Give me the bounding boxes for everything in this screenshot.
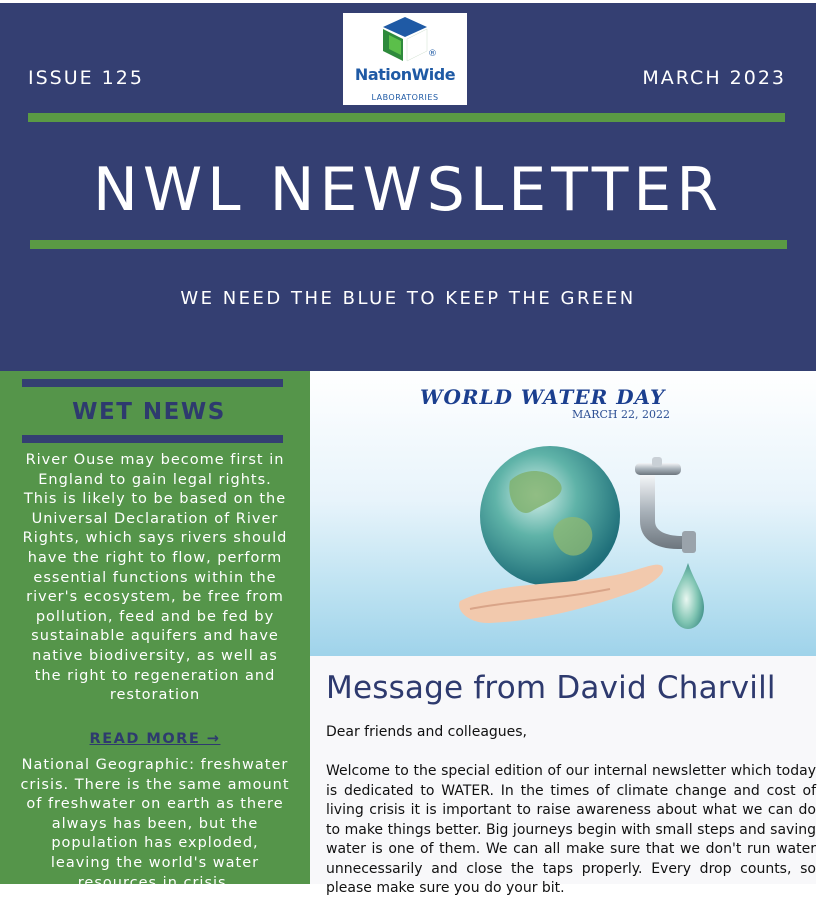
top-green-rule bbox=[28, 113, 785, 122]
world-water-day-banner bbox=[310, 371, 816, 656]
read-more-link[interactable]: READ MORE → bbox=[89, 731, 221, 747]
river-ouse-story: River Ouse may become first in England to gain legal rights. This is likely to be based on the Universal Declaration of River Rights, which says rivers should have the right to flow, perform essential functions within the river's ecosystem, be free from pollution, feed and be fed by sustainable aquifers and have native biodiversity, as well as the right to regeneration and restoration bbox=[22, 452, 288, 704]
logo-registered-mark: ® bbox=[428, 49, 437, 59]
banner-date: MARCH 22, 2022 bbox=[572, 408, 670, 421]
message-heading: Message from David Charvill bbox=[326, 670, 776, 706]
wet-news-sidebar bbox=[0, 371, 310, 891]
sidebar-bottom-rule bbox=[22, 435, 283, 443]
newsletter-tagline: WE NEED THE BLUE TO KEEP THE GREEN bbox=[180, 288, 636, 309]
logo-wordmark: NationWide bbox=[354, 65, 456, 84]
sidebar-top-rule bbox=[22, 379, 283, 387]
globe-hand-tap-illustration bbox=[310, 371, 816, 656]
message-body: Welcome to the special edition of our internal newsletter which today is dedicated to WATER. In the times of climate change and cost of living crisis it is important to raise awareness about what we can do to make things better. Big journeys begin with small steps and saving water is one of them. We can all make sure that we don't run water unnecessarily and close the taps properly. Every drop counts, so please make sure you do your bit. bbox=[326, 763, 816, 896]
message-greeting: Dear friends and colleagues, bbox=[326, 724, 528, 740]
bottom-green-rule bbox=[30, 240, 787, 249]
logo-cube-icon bbox=[379, 15, 431, 63]
message-section bbox=[310, 656, 816, 896]
sidebar-heading: WET NEWS bbox=[72, 399, 226, 425]
issue-date: MARCH 2023 bbox=[642, 67, 786, 89]
logo-subtitle: LABORATORIES bbox=[371, 93, 439, 102]
company-logo bbox=[343, 13, 467, 105]
issue-number: ISSUE 125 bbox=[28, 67, 144, 89]
banner-title: WORLD WATER DAY bbox=[420, 385, 666, 409]
newsletter-header bbox=[0, 3, 816, 371]
newsletter-title: NWL NEWSLETTER bbox=[92, 155, 724, 225]
freshwater-crisis-story: National Geographic: freshwater crisis. There is the same amount of freshwater on earth as there always has been, but the population has exploded, leaving the world's water resources in crisis. bbox=[20, 757, 290, 891]
